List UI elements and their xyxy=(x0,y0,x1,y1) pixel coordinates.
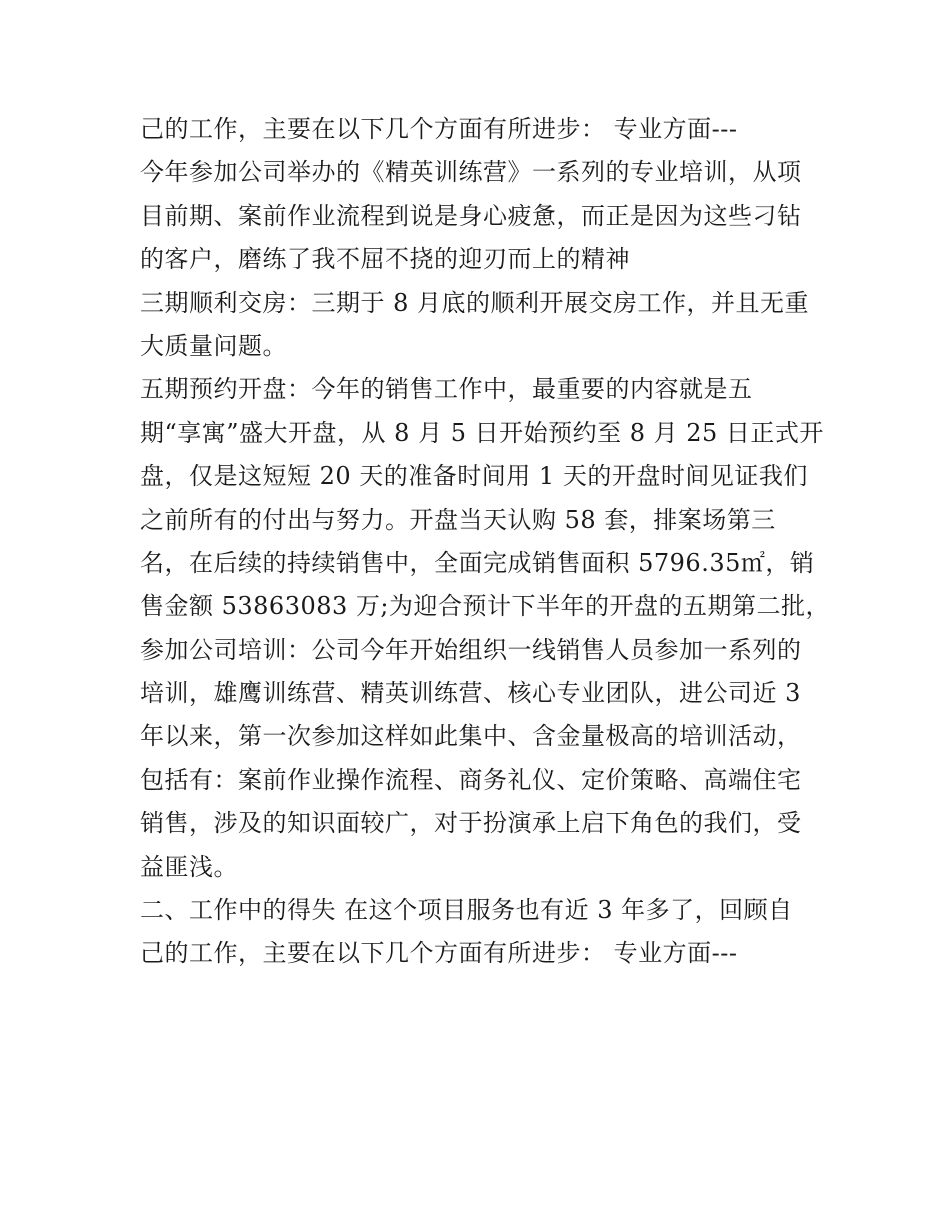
text-line: 包括有：案前作业操作流程、商务礼仪、定价策略、高端住宅 xyxy=(140,765,802,794)
text-line: 培训，雄鹰训练营、精英训练营、核心专业团队，进公司近 3 xyxy=(140,679,801,708)
text-line: 参加公司培训：公司今年开始组织一线销售人员参加一系列的 xyxy=(140,635,802,664)
text-line: 己的工作，主要在以下几个方面有所进步： 专业方面--- xyxy=(140,939,738,968)
text-line: 大质量问题。 xyxy=(140,331,287,360)
text-line: 售金额 53863083 万;为迎合预计下半年的开盘的五期第二批， xyxy=(140,592,830,621)
text-line: 之前所有的付出与努力。开盘当天认购 58 套，排案场第三 xyxy=(140,505,776,534)
text-line: 己的工作，主要在以下几个方面有所进步： 专业方面--- xyxy=(140,115,738,143)
text-line: 期“享寓”盛大开盘，从 8 月 5 日开始预约至 8 月 25 日正式开 xyxy=(140,418,824,447)
text-line: 盘，仅是这短短 20 天的准备时间用 1 天的开盘时间见证我们 xyxy=(140,462,808,491)
text-line: 目前期、案前作业流程到说是身心疲惫，而正是因为这些刁钻 xyxy=(140,201,802,230)
text-line: 年以来，第一次参加这样如此集中、含金量极高的培训活动， xyxy=(140,722,802,751)
text-line: 五期预约开盘：今年的销售工作中，最重要的内容就是五 xyxy=(140,375,753,404)
text-line: 名，在后续的持续销售中，全面完成销售面积 5796.35㎡，销 xyxy=(140,548,815,577)
text-line: 的客户，磨练了我不屈不挠的迎刃而上的精神 xyxy=(140,245,630,274)
body-text xyxy=(140,108,830,976)
text-line: 今年参加公司举办的《精英训练营》一系列的专业培训，从项 xyxy=(140,158,802,187)
text-line: 二、工作中的得失 在这个项目服务也有近 3 年多了，回顾自 xyxy=(140,896,793,925)
text-line: 三期顺利交房：三期于 8 月底的顺利开展交房工作，并且无重 xyxy=(140,288,810,317)
text-line: 益匪浅。 xyxy=(140,852,238,881)
text-line: 销售，涉及的知识面较广，对于扮演承上启下角色的我们，受 xyxy=(140,809,802,838)
